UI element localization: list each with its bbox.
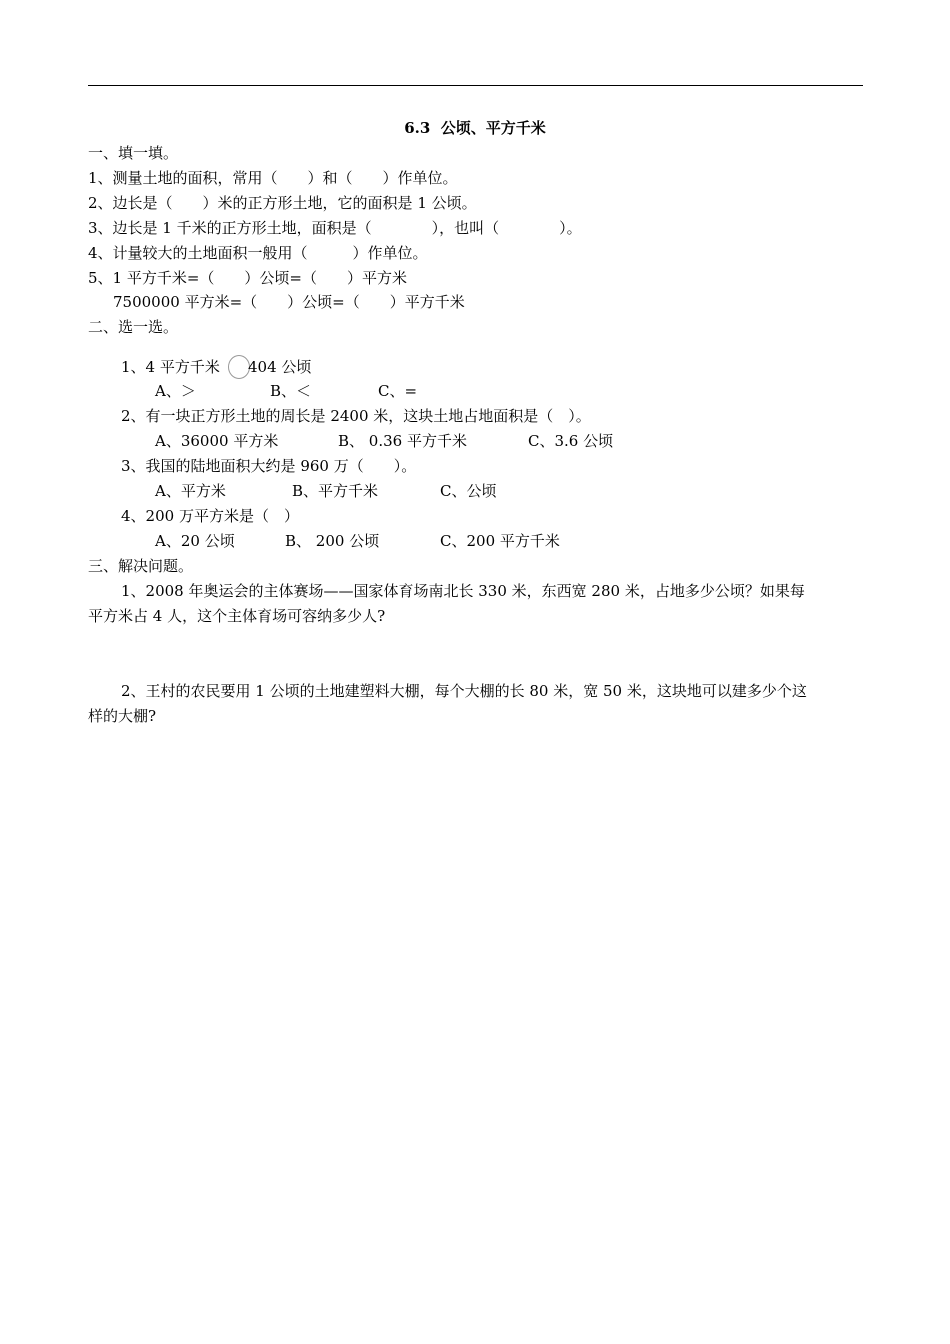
choice-q3-option-b: B、平方千米 <box>292 482 379 500</box>
choice-q4-stem: 4、200 万平方米是（ ） <box>121 507 299 525</box>
header-rule <box>88 85 863 86</box>
fill-item-5a: 5、1 平方千米=（ ）公顷=（ ）平方米 <box>88 269 407 287</box>
choice-q1-stem-after: 404 公顷 <box>248 358 312 376</box>
section2-heading: 二、选一选。 <box>88 318 179 336</box>
section3-heading: 三、解决问题。 <box>88 557 194 575</box>
choice-q2-option-a: A、36000 平方米 <box>155 432 279 450</box>
fill-item-2: 2、边长是（ ）米的正方形土地，它的面积是 1 公顷。 <box>88 194 477 212</box>
section1-heading: 一、填一填。 <box>88 144 179 162</box>
answer-circle[interactable] <box>228 355 250 379</box>
fill-item-1: 1、测量土地的面积，常用（ ）和（ ）作单位。 <box>88 169 458 187</box>
choice-q3-stem: 3、我国的陆地面积大约是 960 万（ ）。 <box>121 457 417 475</box>
choice-q2-option-c: C、3.6 公顷 <box>528 432 614 450</box>
choice-q4-option-b: B、 200 公顷 <box>285 532 380 550</box>
page-title: 6.3 公顷、平方千米 <box>404 119 546 137</box>
choice-q1-stem-before: 1、4 平方千米 <box>121 358 220 376</box>
choice-q3-option-c: C、公顷 <box>440 482 497 500</box>
problem-1-line1: 1、2008 年奥运会的主体赛场——国家体育场南北长 330 米，东西宽 280 米，占地多少公顷？如果每 <box>121 582 805 600</box>
choice-q2-stem: 2、有一块正方形土地的周长是 2400 米，这块土地占地面积是（ ）。 <box>121 407 591 425</box>
fill-item-3: 3、边长是 1 千米的正方形土地，面积是（ ），也叫（ ）。 <box>88 219 582 237</box>
problem-2-line2: 样的大棚? <box>88 707 157 725</box>
choice-q1-option-c: C、= <box>378 382 418 400</box>
choice-q4-option-a: A、20 公顷 <box>155 532 235 550</box>
choice-q1-option-a: A、＞ <box>155 382 196 400</box>
choice-q1-option-b: B、＜ <box>270 382 312 400</box>
fill-item-4: 4、计量较大的土地面积一般用（ ）作单位。 <box>88 244 428 262</box>
problem-2-line1: 2、王村的农民要用 1 公顷的土地建塑料大棚，每个大棚的长 80 米，宽 50 米，这块地可以建多少个这 <box>121 682 807 700</box>
choice-q2-option-b: B、 0.36 平方千米 <box>338 432 467 450</box>
choice-q4-option-c: C、200 平方千米 <box>440 532 560 550</box>
problem-1-line2: 平方米占 4 人，这个主体育场可容纳多少人? <box>88 607 386 625</box>
fill-item-5b: 7500000 平方米=（ ）公顷=（ ）平方千米 <box>113 293 465 311</box>
choice-q3-option-a: A、平方米 <box>155 482 226 500</box>
